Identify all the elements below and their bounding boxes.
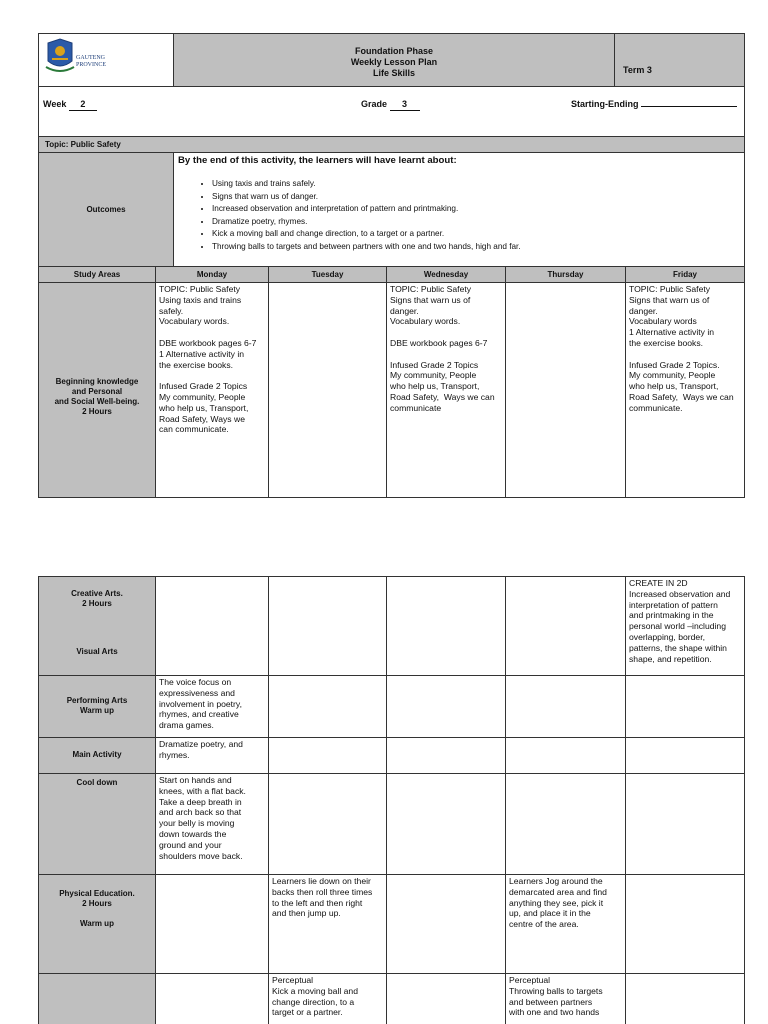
perc-thursday: Perceptual Throwing balls to targets and between partners with one and two hands [505,973,626,1024]
ca-label-cell [38,576,156,676]
header-title-cell [173,33,615,87]
pa-label: Performing Arts Warm up [66,696,128,715]
col-header-tuesday: Tuesday [268,266,387,283]
outcomes-list [178,178,744,254]
ca-wednesday [386,576,506,676]
pe-monday [155,874,269,974]
main-wednesday [386,737,506,774]
ca-monday [155,576,269,676]
main-tuesday [268,737,387,774]
pe-label-cell [38,874,156,974]
bk-thursday [505,282,626,498]
ca-thursday [505,576,626,676]
outcomes-label: Outcomes [86,205,126,214]
cool-thursday [505,773,626,875]
week-field [43,99,97,111]
plan-title: Weekly Lesson Plan [350,57,438,67]
main-friday [625,737,745,774]
main-monday: Dramatize poetry, and rhymes. [155,737,269,774]
pa-friday [625,675,745,738]
week-value: 2 [69,99,97,111]
bk-tuesday [268,282,387,498]
starting-ending-field [571,99,737,110]
cool-label: Cool down [76,778,118,787]
bk-label: Beginning knowledge and Personal and Social Well-being. 2 Hours [54,377,140,416]
col-header-study-areas: Study Areas [38,266,156,283]
outcomes-intro: By the end of this activity, the learners will have learnt about: [178,155,457,166]
outcomes-content-cell [173,152,745,267]
pe-thursday: Learners Jog around the demarcated area and find anything they see, pick it up, and place it in the centre of the area. [505,874,626,974]
col-header-monday: Monday [155,266,269,283]
subject-title: Life Skills [372,68,416,78]
main-label-cell [38,737,156,774]
grade-value: 3 [390,99,420,111]
outcome-item: • Using taxis and trains safely. [212,178,744,191]
perc-label-cell [38,973,156,1024]
perc-tuesday: Perceptual Kick a moving ball and change direction, to a target or a partner. [268,973,387,1024]
gauteng-logo [44,37,116,85]
pa-thursday [505,675,626,738]
cool-tuesday [268,773,387,875]
week-label: Week [43,99,67,109]
col-header-wednesday: Wednesday [386,266,506,283]
col-header-thursday: Thursday [505,266,626,283]
outcome-item: • Signs that warn us of danger. [212,191,744,204]
pe-friday [625,874,745,974]
perc-wednesday [386,973,506,1024]
col-header-friday: Friday [625,266,745,283]
info-row [38,86,745,137]
pa-monday: The voice focus on expressiveness and involvement in poetry, rhymes, and creative drama games. [155,675,269,738]
outcome-item: • Dramatize poetry, rhymes. [212,216,744,229]
main-thursday [505,737,626,774]
topic-label: Topic: Public Safety [45,140,121,149]
outcome-item: • Throwing balls to targets and between partners with one and two hands, high and far. [212,241,744,254]
ca-friday: CREATE IN 2D Increased observation and interpretation of pattern and printmaking in the personal world –including overlapping, border, patterns, the shape within shape, and repetition. [625,576,745,676]
bk-label-cell [38,282,156,498]
pa-wednesday [386,675,506,738]
term-cell [614,33,745,87]
perc-monday [155,973,269,1024]
visual-arts-label: Visual Arts [76,647,118,656]
cool-wednesday [386,773,506,875]
outcome-item: • Kick a moving ball and change direction, to a target or a partner. [212,228,744,241]
outcomes-label-cell [38,152,174,267]
phase-title: Foundation Phase [354,46,433,56]
cool-friday [625,773,745,875]
pe-wednesday [386,874,506,974]
pa-label-cell [38,675,156,738]
ca-tuesday [268,576,387,676]
cool-label-cell [38,773,156,875]
starting-ending-value [641,106,737,107]
starting-ending-label: Starting-Ending [571,99,639,109]
pa-tuesday [268,675,387,738]
bk-wednesday: TOPIC: Public Safety Signs that warn us of danger. Vocabulary words. DBE workbook pages 6-7 Infused Grade 2 Topics My community, People who help us, Transport, Road Safety, Ways we can communicate [386,282,506,498]
cool-monday: Start on hands and knees, with a flat back. Take a deep breath in and arch back so that your belly is moving down towards the ground and your shoulders move back. [155,773,269,875]
pe-tuesday: Learners lie down on their backs then roll three times to the left and then right and then jump up. [268,874,387,974]
bk-monday: TOPIC: Public Safety Using taxis and trains safely. Vocabulary words. DBE workbook pages 6-7 1 Alternative activity in the exercise books. Infused Grade 2 Topics My community, People who help us, Transport, Road Safety, Ways we can communicate. [155,282,269,498]
grade-field [361,99,420,111]
term-label: Term 3 [623,65,652,75]
main-label: Main Activity [72,750,122,759]
perc-friday [625,973,745,1024]
bk-friday: TOPIC: Public Safety Signs that warn us of danger. Vocabulary words 1 Alternative activity in the exercise books. Infused Grade 2 Topics. My community, People who help us, Transport, Road Safety, Ways we can communicate. [625,282,745,498]
pe-label: Physical Education. 2 Hours Warm up [59,889,135,928]
outcome-item: • Increased observation and interpretation of pattern and printmaking. [212,203,744,216]
logo-text: GAUTENG PROVINCE [76,55,107,68]
topic-row [38,136,745,153]
ca-label: Creative Arts. 2 Hours [71,589,123,608]
grade-label: Grade [361,99,388,109]
